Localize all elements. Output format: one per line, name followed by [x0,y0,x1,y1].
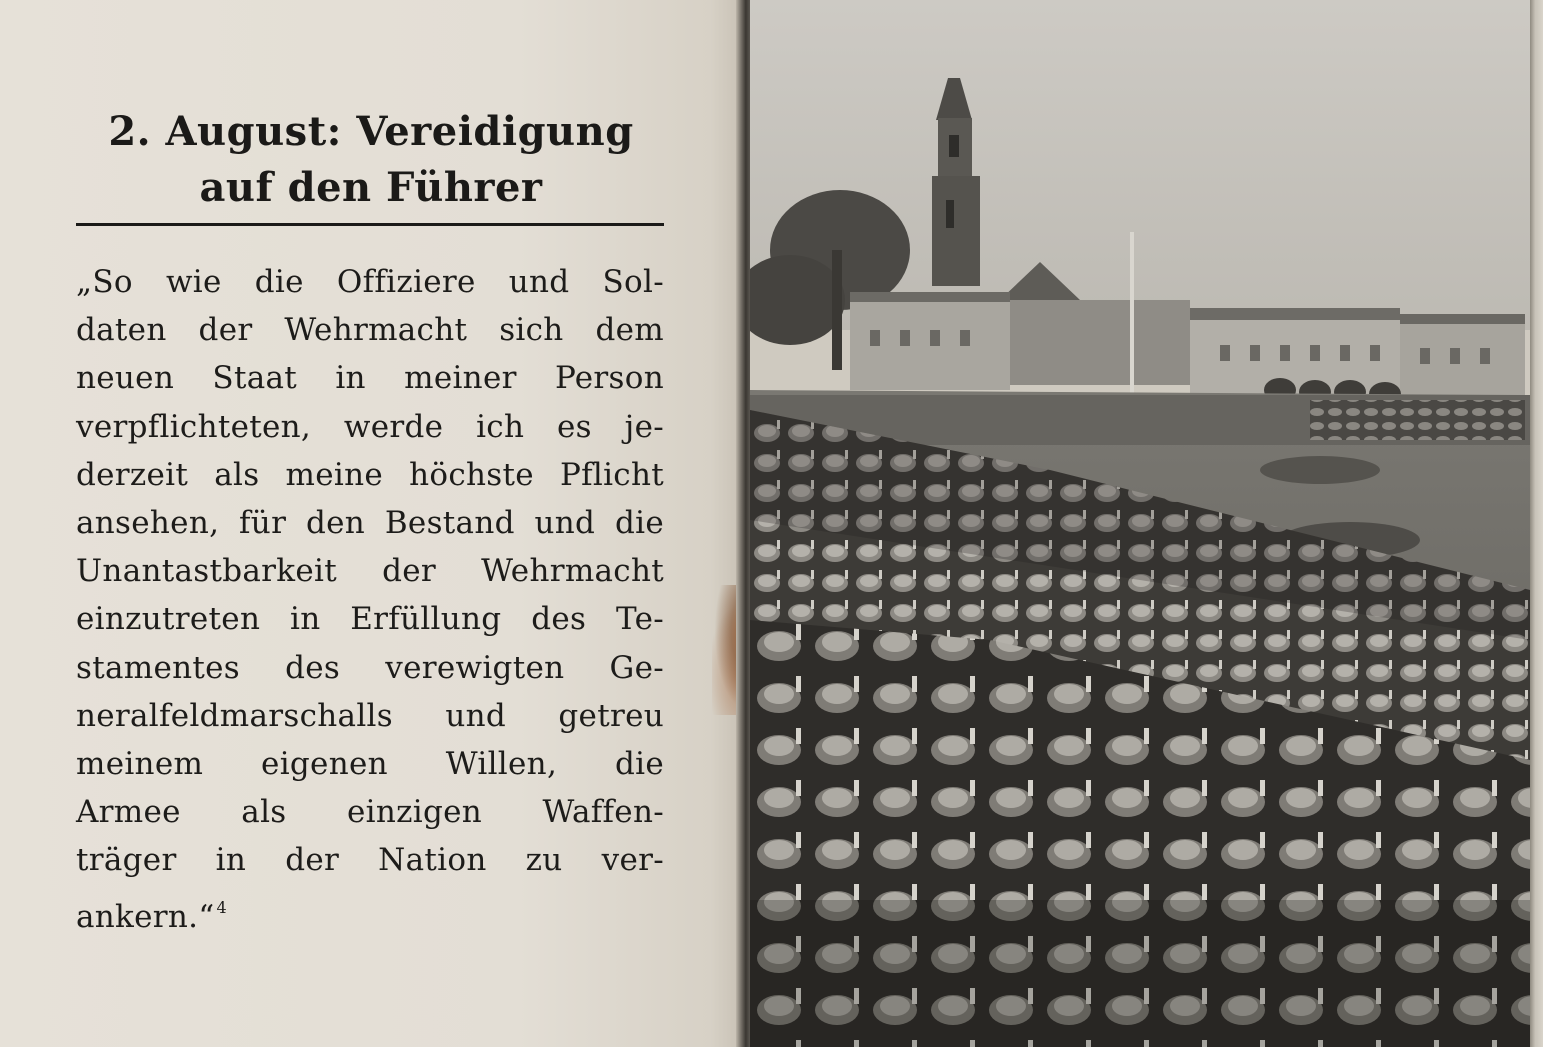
text-line-last [76,884,664,936]
right-page [750,0,1543,1047]
left-page [0,0,740,1047]
right-page-edge [1530,0,1543,1047]
text-line: „So wie die Offiziere und Sol- [76,264,664,300]
text-line: ansehen, für den Bestand und die [76,504,664,541]
text-line: derzeit als meine höchste Pflicht [76,456,664,493]
text-line: einzutreten in Erfüllung des Te- [76,601,664,638]
text-line: verpflichteten, werde ich es je- [76,408,664,445]
text-line: daten der Wehrmacht sich dem [76,312,664,349]
page-heading [78,104,664,216]
text-line-final: ankern.“ [76,899,215,936]
photograph-soldiers-oath [750,0,1530,1047]
text-line: träger in der Nation zu ver- [76,842,664,879]
footnote-marker: 4 [216,898,227,918]
text-line: neuen Staat in meiner Person [76,360,664,397]
text-line: meinem eigenen Willen, die [76,745,664,782]
quotation-text [76,258,664,936]
heading-line-2: auf den Führer [199,164,543,211]
heading-rule [76,223,664,226]
heading-line-1: 2. August: Vereidigung [108,108,634,155]
text-line: Armee als einzigen Waffen- [76,794,664,831]
book-gutter [736,0,750,1047]
text-line: stamentes des verewigten Ge- [76,649,664,686]
text-line: Unantastbarkeit der Wehrmacht [76,553,664,590]
text-line: neralfeldmarschalls und getreu [76,697,664,734]
